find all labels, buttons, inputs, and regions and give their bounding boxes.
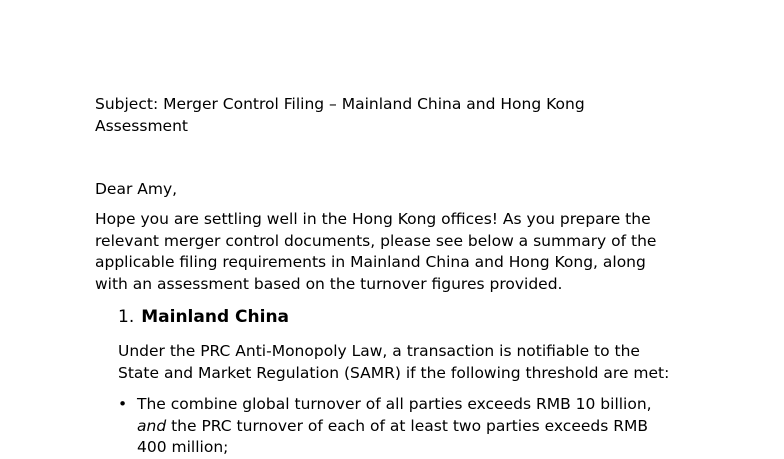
list-item (118, 394, 698, 459)
intro-line-4: with an assessment based on the turnover figures provided. (95, 274, 563, 293)
section-body-line-2: State and Market Regulation (SAMR) if the following threshold are met: (118, 363, 670, 382)
bullet-emphasis: and (137, 416, 167, 435)
email-greeting: Dear Amy, (95, 180, 178, 198)
section-number: 1. (118, 307, 135, 327)
section-title: Mainland China (141, 307, 290, 327)
bullet-line-1: The combine global turnover of all parties exceeds RMB 10 billion, (137, 395, 652, 413)
intro-line-2: relevant merger control documents, please see below a summary of the (95, 231, 657, 250)
section-heading-mainland-china (118, 306, 289, 328)
email-subject (95, 94, 735, 137)
subject-line-2: Assessment (95, 116, 188, 135)
subject-line-1: Subject: Merger Control Filing – Mainland China and Hong Kong (95, 95, 585, 113)
bullet-line-3: 400 million; (137, 438, 229, 456)
intro-line-3: applicable filing requirements in Mainland China and Hong Kong, along (95, 253, 646, 271)
intro-paragraph (95, 209, 735, 295)
section-body (118, 341, 718, 384)
threshold-bullet-list (118, 394, 698, 459)
intro-line-1: Hope you are settling well in the Hong Kong offices! As you prepare the (95, 210, 651, 228)
bullet-line-2: the PRC turnover of each of at least two parties exceeds RMB (166, 416, 649, 435)
section-body-line-1: Under the PRC Anti-Monopoly Law, a transaction is notifiable to the (118, 342, 640, 360)
bullet-icon: • (118, 395, 128, 413)
